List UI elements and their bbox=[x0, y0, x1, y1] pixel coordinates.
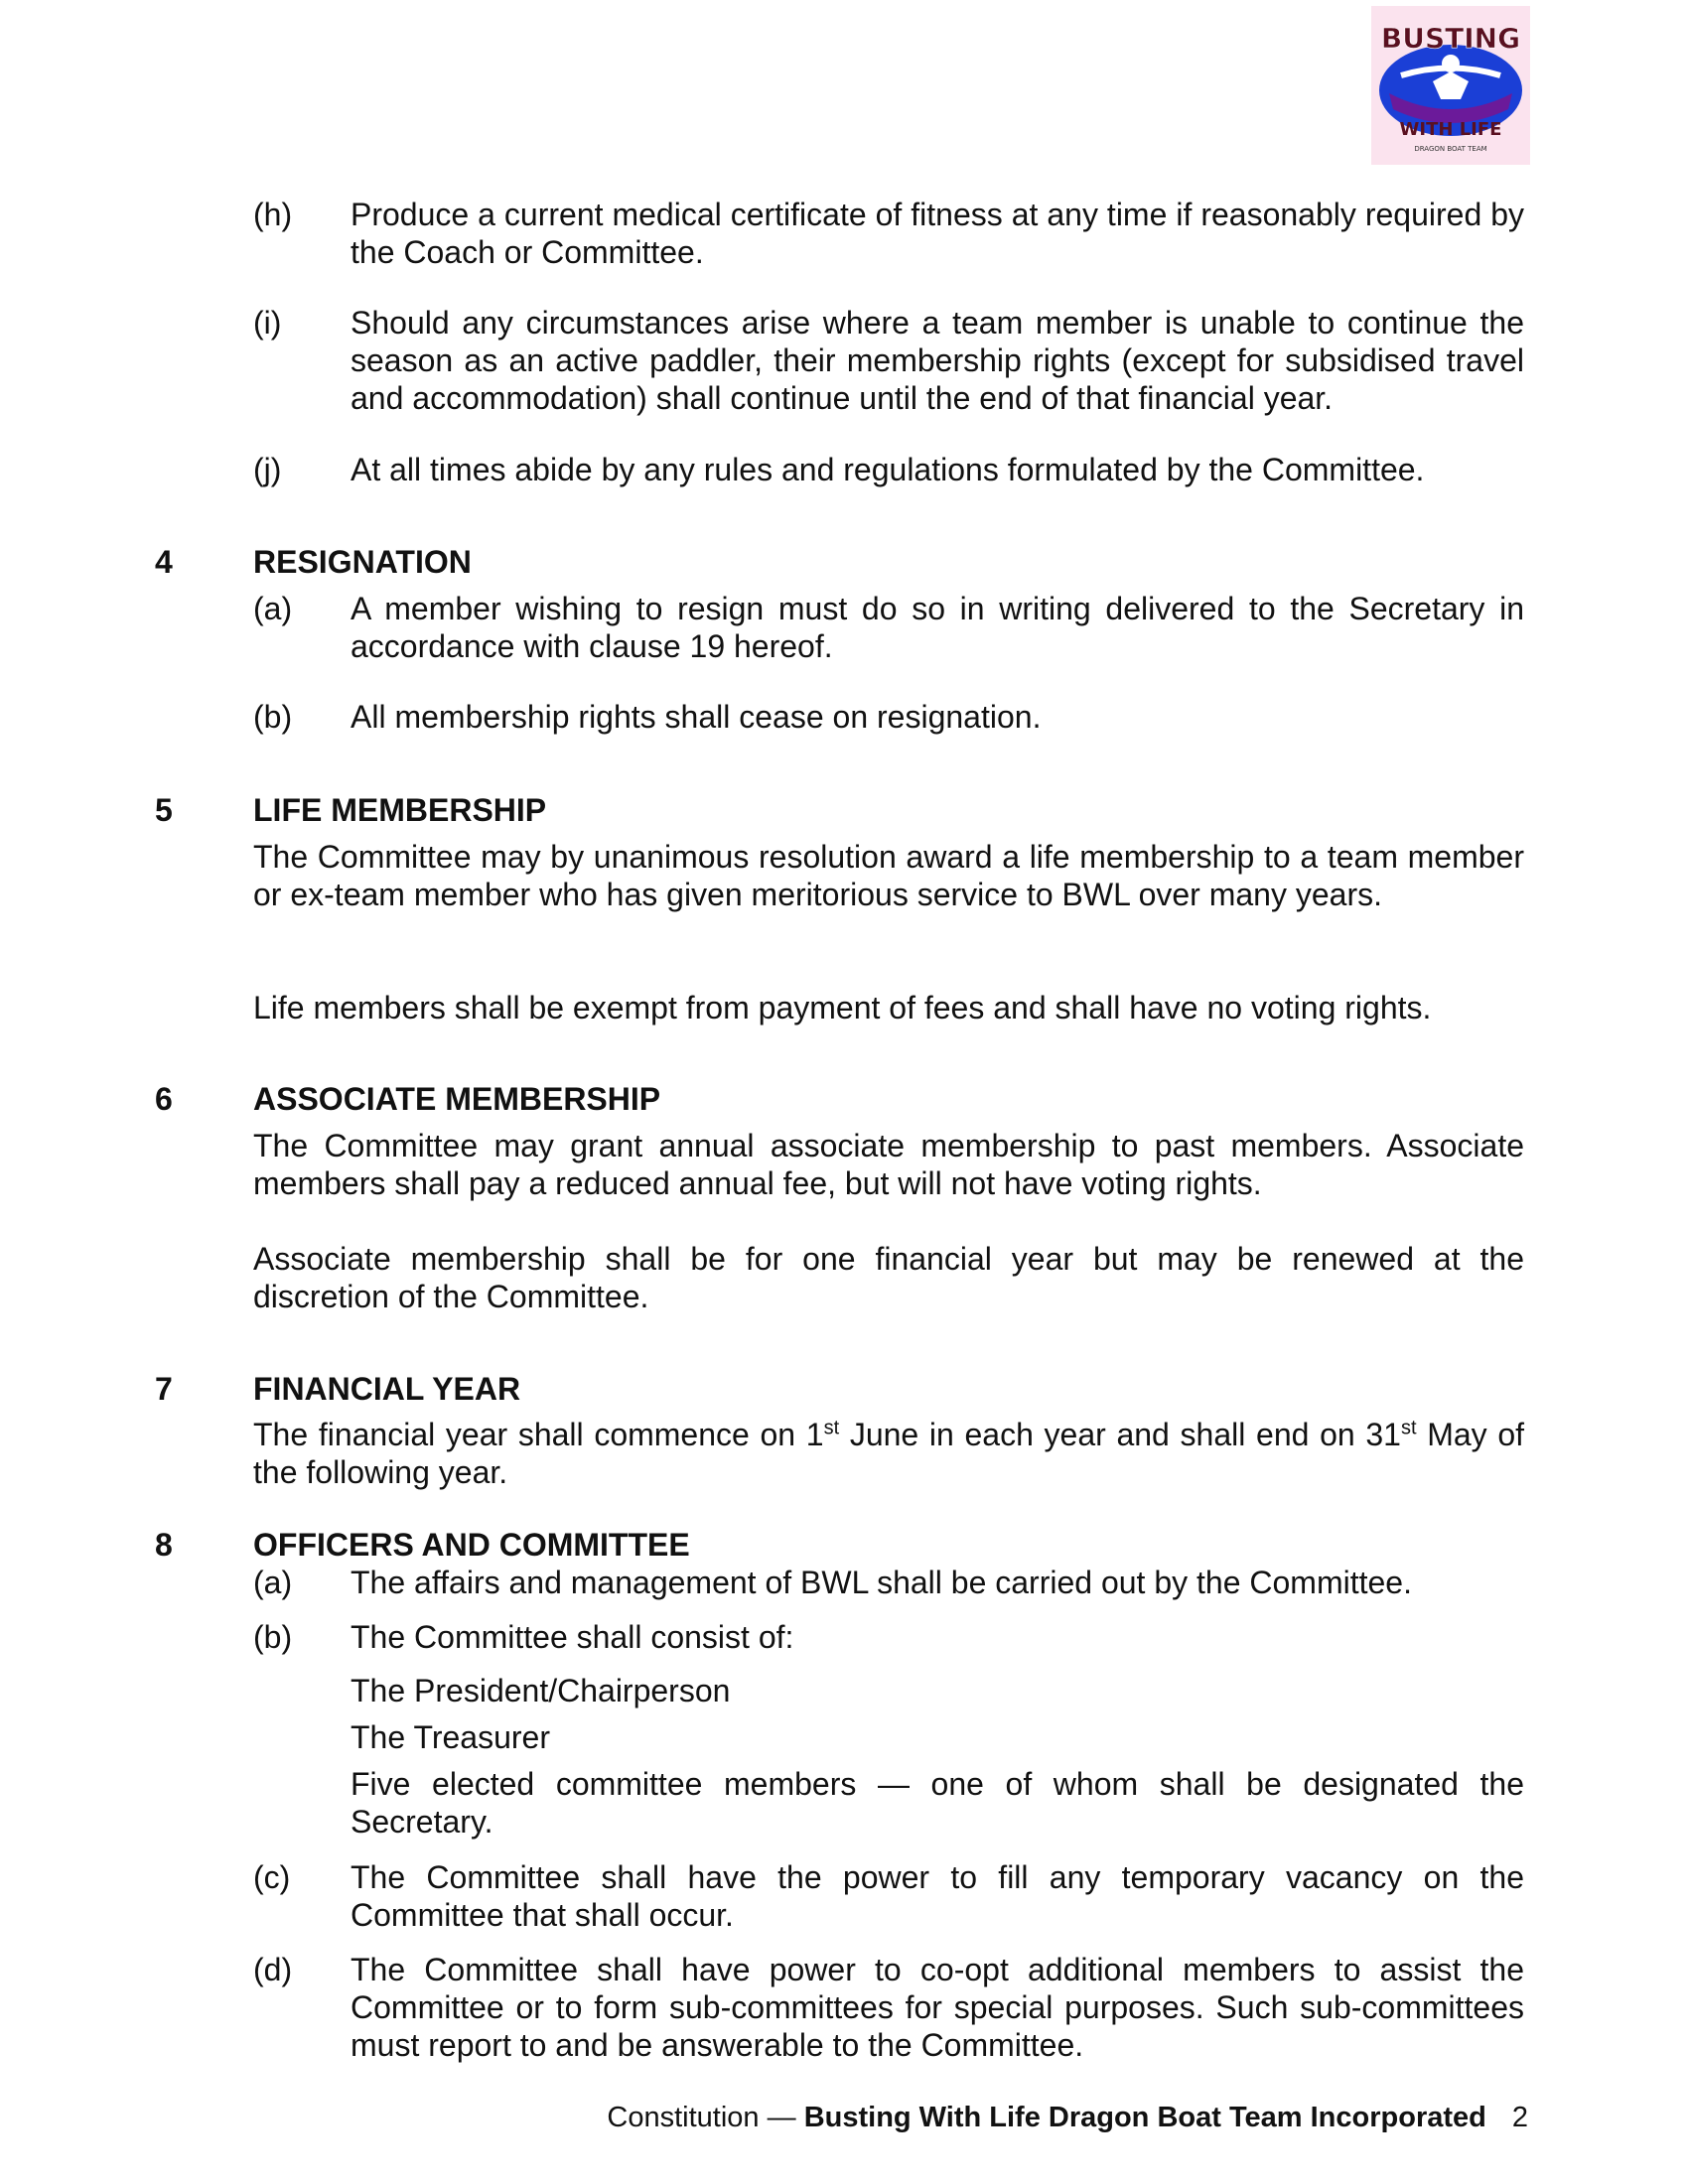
item-text: The affairs and management of BWL shall be carried out by the Committee. bbox=[351, 1565, 1412, 1600]
logo-text-busting: BUSTING bbox=[1380, 22, 1521, 55]
clause-7-text-a: The financial year shall commence on 1 bbox=[253, 1417, 824, 1452]
clause-5-number: 5 bbox=[155, 792, 173, 828]
footer-organization: Busting With Life Dragon Boat Team Incorporated bbox=[803, 2102, 1486, 2133]
clause-6-heading: ASSOCIATE MEMBERSHIP bbox=[253, 1081, 661, 1117]
item-label: (j) bbox=[253, 452, 282, 487]
item-label: (b) bbox=[253, 699, 293, 735]
item-label: (b) bbox=[253, 1619, 293, 1655]
item-text: The Committee shall consist of: bbox=[351, 1619, 794, 1655]
clause-7-heading: FINANCIAL YEAR bbox=[253, 1371, 521, 1407]
ordinal-suffix: st bbox=[1400, 1417, 1417, 1439]
item-text: All membership rights shall cease on resignation. bbox=[351, 699, 1042, 735]
item-text: The Committee shall have the power to fill any temporary vacancy on the Committee that shall occur. bbox=[351, 1859, 1524, 1933]
page-number: 2 bbox=[1511, 2102, 1528, 2133]
item-label: (i) bbox=[253, 305, 282, 341]
footer-prefix: Constitution — bbox=[607, 2102, 796, 2133]
clause-6-paragraph-1: The Committee may grant annual associate membership to past members. Associate members shall pay a reduced annual fee, but will not have voting rights. bbox=[253, 1128, 1524, 1201]
clause-4-number: 4 bbox=[155, 544, 173, 580]
item-label: (a) bbox=[253, 591, 293, 626]
logo-text-with-life: WITH LIFE bbox=[1399, 119, 1502, 140]
clause-6-paragraph-2: Associate membership shall be for one financial year but may be renewed at the discretion of the Committee. bbox=[253, 1241, 1524, 1314]
committee-member-treasurer: The Treasurer bbox=[351, 1719, 550, 1755]
committee-member-president: The President/Chairperson bbox=[351, 1673, 731, 1708]
item-label: (h) bbox=[253, 197, 293, 232]
ordinal-suffix: st bbox=[823, 1417, 840, 1439]
item-label: (d) bbox=[253, 1952, 293, 1987]
item-text: The Committee shall have power to co-opt additional members to assist the Committee or to form sub-committees for special purposes. Such sub-committees must report to and be answerable to the Committee. bbox=[351, 1952, 1524, 2063]
item-text: Should any circumstances arise where a team member is unable to continue the season as an active paddler, their membership rights (except for subsidised travel and accommodation) shall continue until the end of that financial year. bbox=[351, 305, 1524, 416]
committee-member-elected: Five elected committee members — one of whom shall be designated the Secretary. bbox=[351, 1766, 1524, 1840]
clause-8-heading: OFFICERS AND COMMITTEE bbox=[253, 1527, 690, 1563]
clause-6-number: 6 bbox=[155, 1081, 173, 1117]
clause-7-text-b: June in each year and shall end on 31 bbox=[839, 1417, 1401, 1452]
clause-7-text-c: May of the following year. bbox=[253, 1417, 1525, 1490]
clause-5-paragraph-2: Life members shall be exempt from payment of fees and shall have no voting rights. bbox=[253, 990, 1432, 1025]
clause-5-paragraph-1: The Committee may by unanimous resolution award a life membership to a team member or ex-team member who has given meritorious service to BWL over many years. bbox=[253, 839, 1524, 912]
logo-text-dragon-boat-team: DRAGON BOAT TEAM bbox=[1414, 145, 1487, 153]
clause-4-heading: RESIGNATION bbox=[253, 544, 472, 580]
clause-7-paragraph bbox=[253, 1416, 1524, 1491]
item-text: At all times abide by any rules and regulations formulated by the Committee. bbox=[351, 452, 1425, 487]
item-label: (c) bbox=[253, 1859, 291, 1895]
clause-5-heading: LIFE MEMBERSHIP bbox=[253, 792, 547, 828]
item-label: (a) bbox=[253, 1565, 293, 1600]
clause-7-number: 7 bbox=[155, 1371, 173, 1407]
item-text: Produce a current medical certificate of fitness at any time if reasonably required by the Coach or Committee. bbox=[351, 197, 1524, 270]
clause-8-number: 8 bbox=[155, 1527, 173, 1563]
page-footer bbox=[607, 2099, 1528, 2136]
item-text: A member wishing to resign must do so in writing delivered to the Secretary in accordance with clause 19 hereof. bbox=[351, 591, 1524, 664]
